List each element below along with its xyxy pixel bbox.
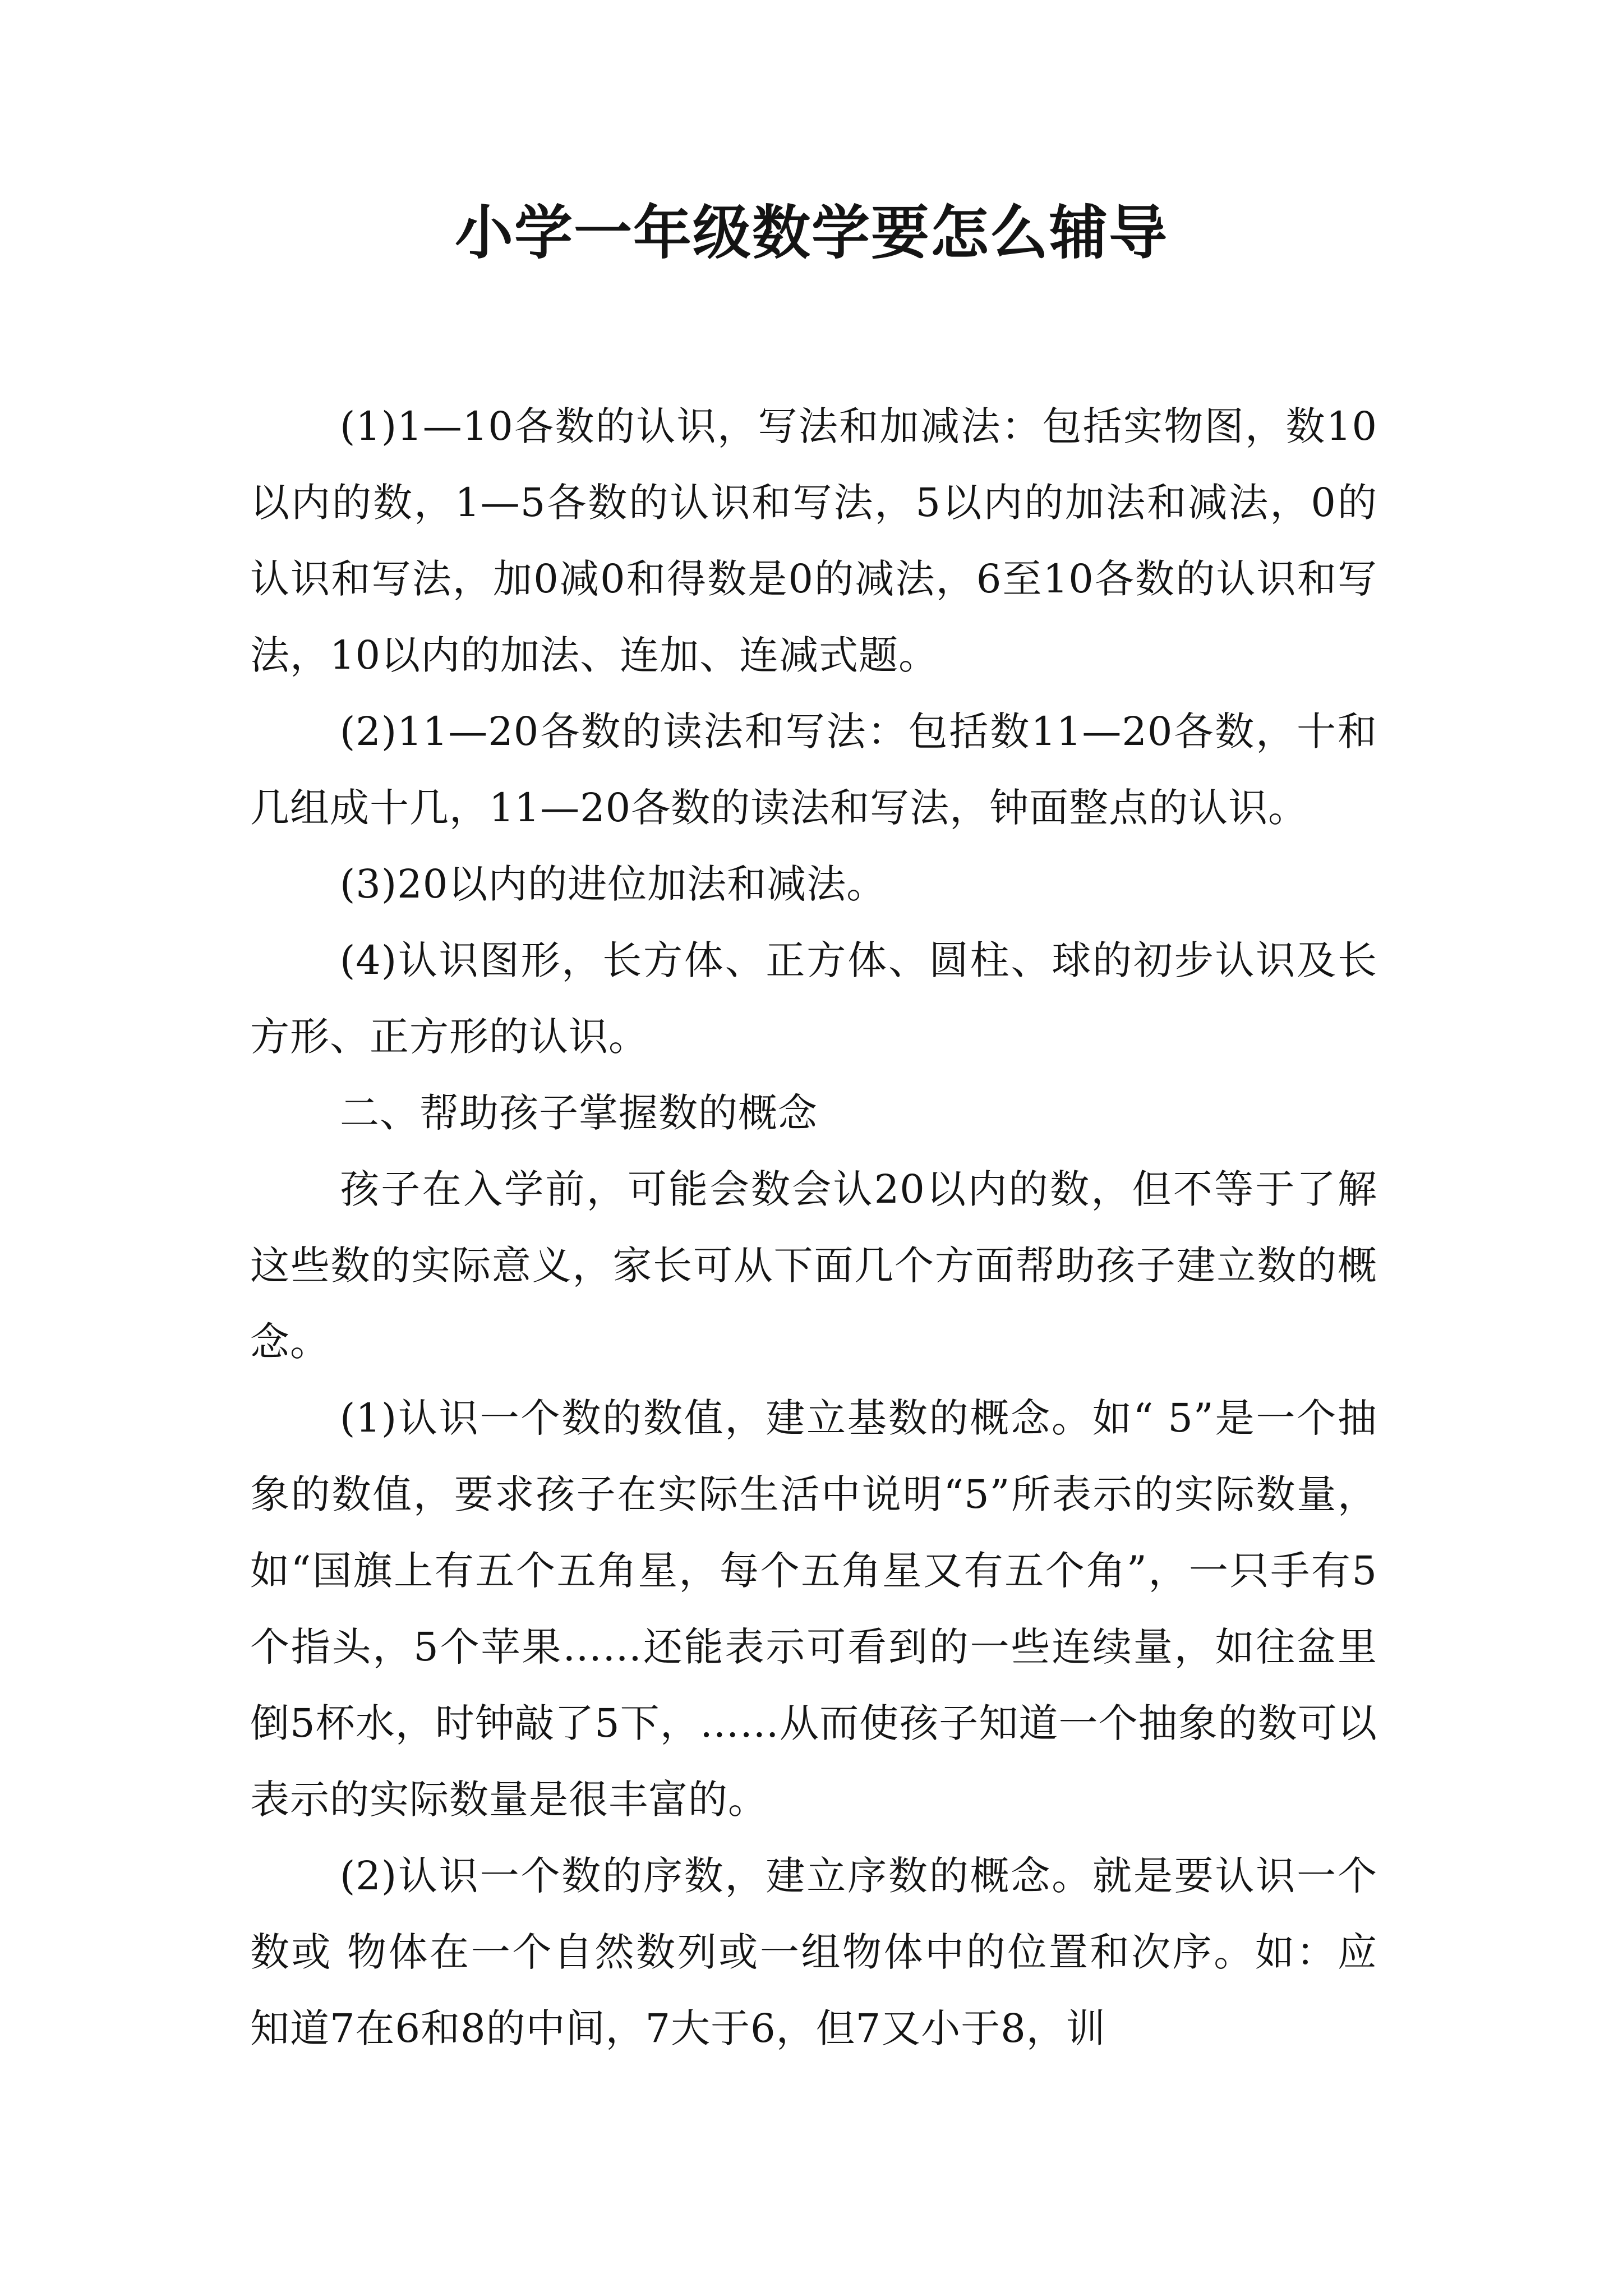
paragraph-7: (1)认识一个数的数值，建立基数的概念。如“ 5”是一个抽象的数值，要求孩子在实际生活中说明“5”所表示的实际数量，如“国旗上有五个五角星，每个五角星又有五个角”，一只手有5个指头，5个苹果……还能表示可看到的一些连续量，如往盆里倒5杯水，时钟敲了5下，……从而使孩子知道一个抽象的数可以表示的实际数量是很丰富的。 — [250, 1395, 1377, 1823]
paragraph-4: (4)认识图形，长方体、正方体、圆柱、球的初步认识及长方形、正方形的认识。 — [250, 937, 1377, 1060]
paragraph-2: (2)11—20各数的读法和写法：包括数11—20各数，十和几组成十几，11—20各数的读法和写法，钟面整点的认识。 — [250, 708, 1377, 831]
document-body — [250, 388, 1377, 2067]
paragraph-6: 孩子在入学前，可能会数会认20以内的数，但不等于了解这些数的实际意义，家长可从下面几个方面帮助孩子建立数的概念。 — [250, 1166, 1377, 1365]
paragraph-8: (2)认识一个数的序数，建立序数的概念。就是要认识一个数或 物体在一个自然数列或一组物体中的位置和次序。如：应知道7在6和8的中间，7大于6，但7又小于8，训 — [250, 1853, 1377, 2051]
paragraph-3: (3)20以内的进位加法和减法。 — [340, 861, 887, 907]
section-heading: 二、帮助孩子掌握数的概念 — [340, 1090, 818, 1136]
paragraph-1: (1)1—10各数的认识，写法和加减法：包括实物图，数10以内的数，1—5各数的认识和写法，5以内的加法和减法，0的认识和写法，加0减0和得数是0的减法，6至10各数的认识和写法，10以内的加法、连加、连减式题。 — [250, 403, 1377, 678]
document-title: 小学一年级数学要怎么辅导 — [454, 199, 1168, 267]
